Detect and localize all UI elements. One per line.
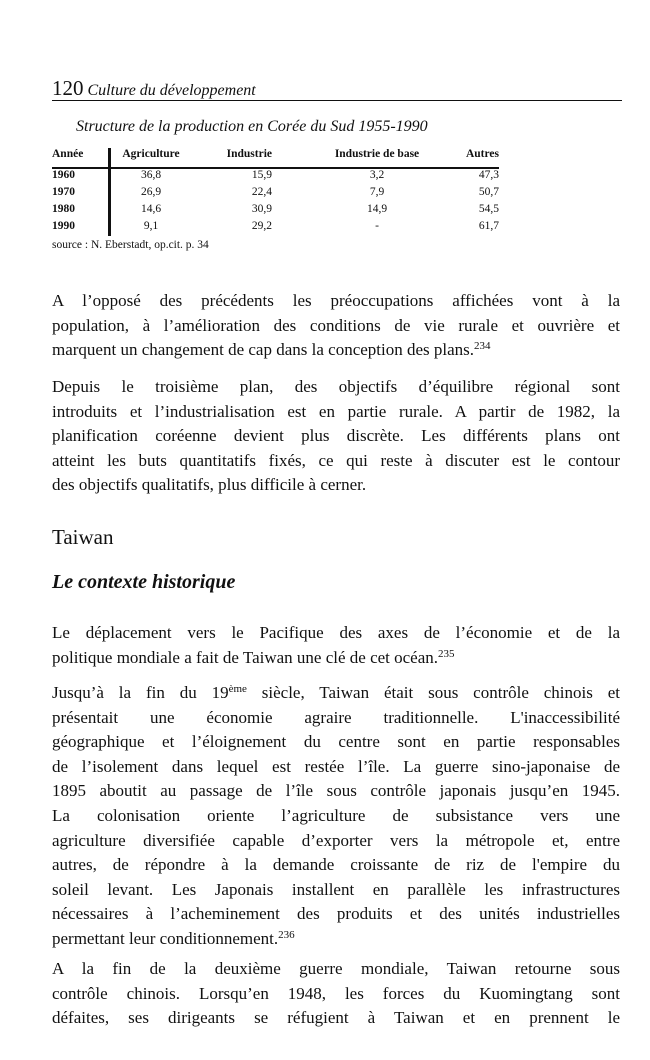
col-header: Autres bbox=[465, 148, 499, 160]
text-line bbox=[52, 805, 620, 827]
table-cell: 54,5 bbox=[478, 203, 499, 215]
footnote-ref: ème bbox=[228, 683, 247, 695]
text-line bbox=[52, 903, 620, 925]
line-text: 1895 aboutit au passage de l’île sous contrôle japonais jusqu’en 1945. bbox=[52, 781, 620, 801]
table-cell: 29,2 bbox=[251, 220, 272, 232]
table-cell: 14,9 bbox=[366, 203, 388, 215]
line-text: géographique et l’éloignement du centre sont en partie responsables bbox=[52, 732, 620, 752]
footnote-ref: 234 bbox=[474, 340, 491, 353]
text-line bbox=[52, 401, 620, 423]
line-text: permettant leur conditionnement. bbox=[52, 929, 279, 948]
table-row bbox=[52, 203, 502, 220]
col-header: Industrie de base bbox=[334, 148, 420, 160]
running-header bbox=[52, 76, 622, 101]
line-text: marquent un changement de cap dans la conception des plans. bbox=[52, 340, 475, 360]
line-text: soleil levant. Les Japonais installent en parallèle les infrastructures bbox=[52, 879, 620, 899]
table-cell: 26,9 bbox=[140, 186, 162, 198]
table-cell: 22,4 bbox=[251, 186, 272, 198]
text-line bbox=[52, 983, 620, 1005]
text-line bbox=[52, 450, 620, 472]
line-text: A l’opposé des précédents les préoccupations affichées vont à la bbox=[52, 291, 620, 310]
table-cell: 1960 bbox=[52, 169, 75, 181]
table-cell: 7,9 bbox=[369, 186, 385, 198]
table-cell: 1970 bbox=[52, 186, 75, 198]
table-cell: 47,3 bbox=[478, 169, 499, 181]
page-number: 120 bbox=[52, 76, 84, 100]
line-text: siècle, Taiwan était sous contrôle chinois et bbox=[246, 683, 620, 702]
text-line bbox=[52, 339, 620, 361]
footnote-ref: 236 bbox=[278, 929, 295, 941]
table-cell: - bbox=[375, 220, 379, 232]
table-cell: 36,8 bbox=[140, 169, 162, 181]
line-text: Le déplacement vers le Pacifique des axes de l’économie et de la bbox=[52, 623, 620, 642]
running-title: Culture du développement bbox=[87, 82, 256, 99]
line-text: politique mondiale a fait de Taiwan une clé de cet océan. bbox=[52, 647, 439, 667]
table-cell: 50,7 bbox=[478, 186, 499, 198]
line-text: atteint les buts quantitatifs fixés, ce qui reste à discuter est le contour bbox=[52, 450, 620, 470]
line-text: population, à l’amélioration des conditions de vie rurale et ouvrière et bbox=[52, 315, 620, 335]
production-table bbox=[52, 148, 502, 237]
col-header: Industrie bbox=[226, 148, 272, 160]
table-cell: 61,7 bbox=[478, 220, 499, 232]
text-line bbox=[52, 425, 620, 447]
table-cell: 1990 bbox=[52, 220, 75, 232]
table-caption: Structure de la production en Corée du Sud 1955-1990 bbox=[76, 118, 428, 135]
table-cell: 3,2 bbox=[369, 169, 385, 181]
line-text: défaites, ses dirigeants se réfugient à Taiwan et en prennent le bbox=[52, 1008, 620, 1028]
line-text: de l’isolement dans lequel est restée l’île. La guerre sino-japonaise de bbox=[52, 756, 620, 776]
table-source: source : N. Eberstadt, op.cit. p. 34 bbox=[52, 239, 209, 251]
line-text: Jusqu’à la fin du 19 bbox=[52, 683, 229, 702]
table-row bbox=[52, 169, 502, 186]
text-line bbox=[52, 928, 620, 950]
table-cell: 15,9 bbox=[251, 169, 272, 181]
table-row bbox=[52, 220, 502, 237]
table-cell: 14,6 bbox=[140, 203, 162, 215]
line-text: planification coréenne devient plus discrète. Les différents plans ont bbox=[52, 426, 620, 446]
text-line bbox=[52, 682, 620, 704]
text-line bbox=[52, 879, 620, 901]
col-header: Année bbox=[52, 148, 84, 160]
line-text: A la fin de la deuxième guerre mondiale, Taiwan retourne sous bbox=[52, 959, 620, 978]
footnote-ref: 235 bbox=[438, 647, 455, 660]
line-text: présentait une économie agraire traditionnelle. L'inaccessibilité bbox=[52, 707, 620, 727]
text-line bbox=[52, 780, 620, 802]
line-text: agriculture diversifiée capable d’exporter vers la métropole et, entre bbox=[52, 830, 620, 850]
section-heading: Taiwan bbox=[52, 525, 114, 549]
line-text: La colonisation oriente l’agriculture de subsistance vers une bbox=[52, 806, 620, 825]
text-line bbox=[52, 474, 620, 496]
line-text: Depuis le troisième plan, des objectifs d’équilibre régional sont bbox=[52, 377, 620, 396]
table-header-row bbox=[52, 148, 502, 169]
subsection-heading: Le contexte historique bbox=[52, 571, 236, 593]
text-line bbox=[52, 376, 620, 398]
text-line bbox=[52, 1007, 620, 1029]
text-line bbox=[52, 854, 620, 876]
text-line bbox=[52, 622, 620, 644]
text-line bbox=[52, 731, 620, 753]
line-text: nécessaires à l’acheminement des produits et des unités industrielles bbox=[52, 904, 620, 924]
line-text: des objectifs qualitatifs, plus difficile à cerner. bbox=[52, 475, 367, 495]
table-cell: 1980 bbox=[52, 203, 75, 215]
table-cell: 30,9 bbox=[251, 203, 272, 215]
text-line bbox=[52, 756, 620, 778]
table-cell: 9,1 bbox=[143, 220, 159, 232]
line-text: introduits et l’industrialisation est en partie rurale. A partir de 1982, la bbox=[52, 401, 620, 421]
text-line bbox=[52, 315, 620, 337]
text-line bbox=[52, 830, 620, 852]
text-line bbox=[52, 958, 620, 980]
text-line bbox=[52, 707, 620, 729]
col-header: Agriculture bbox=[122, 148, 180, 160]
line-text: contrôle chinois. Lorsqu’en 1948, les forces du Kuomingtang sont bbox=[52, 983, 620, 1003]
text-line bbox=[52, 290, 620, 312]
table-row bbox=[52, 186, 502, 203]
line-text: autres, de répondre à la demande croissante de riz de l'empire du bbox=[52, 855, 620, 875]
text-line bbox=[52, 647, 620, 669]
